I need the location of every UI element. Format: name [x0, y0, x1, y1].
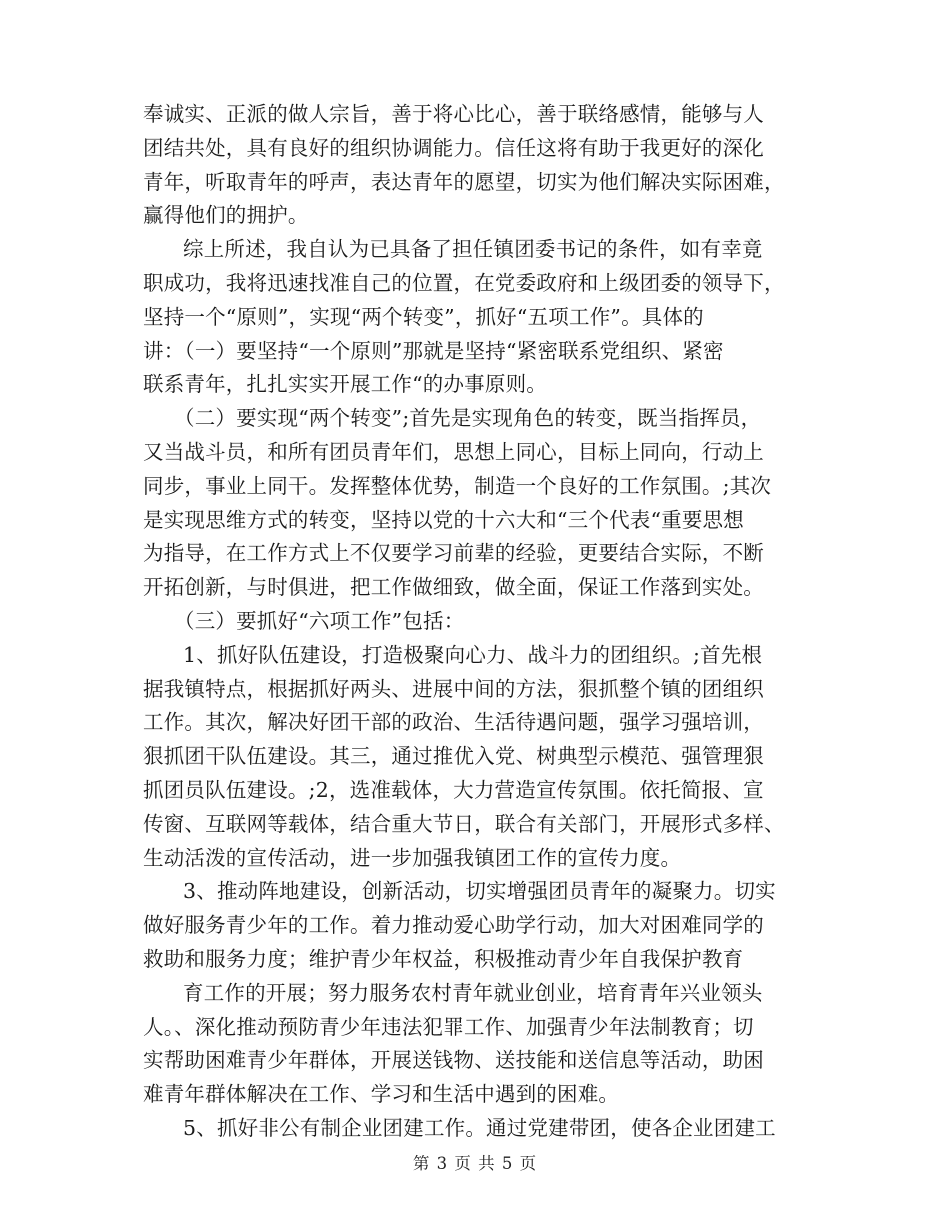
text-line: （三）要抓好“六项工作”包括：: [174, 608, 465, 633]
text-line: 综上所述，我自认为已具备了担任镇团委书记的条件，如有幸竟: [183, 237, 763, 262]
text-line: 工作。其次，解决好团干部的政治、生活待遇问题，强学习强培训，: [143, 710, 764, 735]
text-line: 为指导，在工作方式上不仅要学习前辈的经验，更要结合实际，不断: [143, 541, 764, 566]
text-line: 据我镇特点，根据抓好两头、进展中间的方法，狠抓整个镇的团组织: [143, 676, 764, 701]
text-line: 讲：（一）要坚持“一个原则”那就是坚持“紧密联系党组织、紧密: [143, 338, 724, 363]
text-line: 1、抓好队伍建设，打造极聚向心力、战斗力的团组织。;首先根: [183, 642, 763, 667]
text-line: 传窗、互联网等载体，结合重大节日，联合有关部门，开展形式多样、: [143, 811, 785, 836]
text-line: 人。、深化推动预防青少年违法犯罪工作、加强青少年法制教育；切: [143, 1014, 754, 1039]
text-line: 难青年群体解决在工作、学习和生活中遇到的困难。: [143, 1082, 620, 1107]
document-body: [143, 98, 823, 1146]
text-line: 职成功，我将迅速找准自己的位置，在党委政府和上级团委的领导下，: [143, 270, 785, 295]
text-line: 育工作的开展；努力服务农村青年就业创业，培育青年兴业领头: [183, 980, 763, 1005]
text-line: 团结共处，具有良好的组织协调能力。信任这将有助于我更好的深化: [143, 135, 764, 160]
text-line: 5、抓好非公有制企业团建工作。通过党建带团，使各企业团建工: [183, 1115, 776, 1140]
text-line: 青年，听取青年的呼声，表达青年的愿望，切实为他们解决实际困难，: [143, 169, 785, 194]
text-line: 奉诚实、正派的做人宗旨，善于将心比心，善于联络感情，能够与人: [143, 102, 764, 126]
text-line: 生动活泼的宣传活动，进一步加强我镇团工作的宣传力度。: [143, 845, 682, 870]
text-line: 狠抓团干队伍建设。其三，通过推优入党、树典型示模范、强管理狠: [143, 744, 764, 769]
text-line: 联系青年，扎扎实实开展工作“的办事原则。: [143, 372, 547, 397]
page-number-footer: 第 3 页 共 5 页: [412, 1154, 538, 1173]
text-line: 又当战斗员，和所有团员青年们，思想上同心，目标上同向，行动上: [143, 439, 764, 464]
text-line: 赢得他们的拥护。: [143, 203, 309, 228]
text-line: 抓团员队伍建设。;2，选准载体，大力营造宣传氛围。依托简报、宣: [143, 777, 764, 802]
text-line: 实帮助困难青少年群体，开展送钱物、送技能和送信息等活动，助困: [143, 1048, 764, 1073]
text-line: 救助和服务力度；维护青少年权益，积极推动青少年自我保护教育: [143, 946, 744, 971]
text-line: 做好服务青少年的工作。着力推动爱心助学行动，加大对困难同学的: [143, 913, 764, 938]
text-line: 3、推动阵地建设，创新活动，切实增强团员青年的凝聚力。切实: [183, 879, 776, 904]
text-line: 是实现思维方式的转变，坚持以党的十六大和“三个代表“重要思想: [143, 507, 744, 532]
text-line: 开拓创新，与时俱进，把工作做细致，做全面，保证工作落到实处。: [143, 575, 764, 600]
text-line: 同步，事业上同干。发挥整体优势，制造一个良好的工作氛围。;其次: [143, 473, 772, 498]
text-line: 坚持一个“原则”，实现“两个转变”，抓好“五项工作”。具体的: [143, 304, 704, 329]
text-line: （二）要实现“两个转变”;首先是实现角色的转变，既当指挥员，: [174, 406, 762, 431]
